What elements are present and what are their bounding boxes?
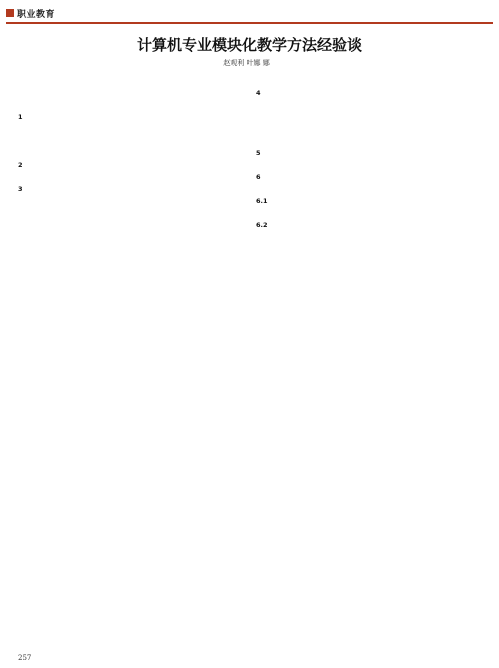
page-number: 257 [18,654,32,662]
body-paragraph [18,100,247,109]
body-paragraph [18,76,247,85]
right-column [256,76,485,648]
body-paragraph [256,136,485,145]
body-paragraph [256,112,485,121]
body-paragraph [256,160,485,169]
section-heading: 6 [256,173,261,181]
section-heading: 5 [256,149,261,157]
journal-name: 职业教育 [17,9,56,20]
journal-header [6,4,493,22]
journal-logo-icon [6,9,14,17]
author-names: 赵观利 叶娜 娜 [223,59,270,67]
section-heading: 4 [256,89,261,97]
section-heading: 6.1 [256,197,268,205]
body-paragraph [256,184,485,193]
left-column [18,76,247,648]
body-paragraph [256,124,485,133]
author-line [0,58,499,68]
body-paragraph [18,172,247,181]
section-heading: 6.2 [256,221,268,229]
body-paragraph [18,136,247,145]
body-paragraph [18,220,247,229]
body-paragraph [256,76,485,85]
section-heading: 3 [18,185,23,193]
body-paragraph [18,124,247,133]
body-paragraph [18,208,247,217]
body-paragraph [18,196,247,205]
body-paragraph [256,100,485,109]
article-title: 计算机专业模块化教学方法经验谈 [136,36,362,54]
body-paragraph [256,208,485,217]
section-heading: 2 [18,161,23,169]
header-divider [6,22,493,24]
body-paragraph [18,148,247,157]
section-heading: 1 [18,113,23,121]
body-paragraph [18,88,247,97]
